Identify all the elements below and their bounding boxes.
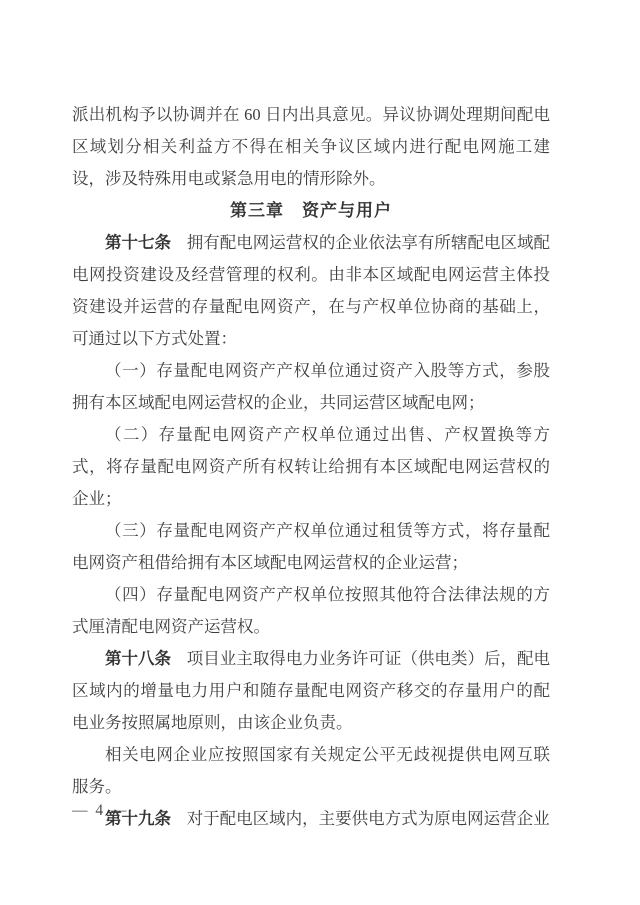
article-18-paragraph-2: 相关电网企业应按照国家有关规定公平无歧视提供电网互联服务。 xyxy=(72,745,550,796)
article-17-item-2: （二）存量配电网资产产权单位通过出售、产权置换等方式，将存量配电网资产所有权转让给拥有本区域配电网运营权的企业； xyxy=(72,425,550,508)
document-body xyxy=(72,99,550,835)
article-19-text: 对于配电区域内，主要供电方式为原电网运营企业 xyxy=(186,809,550,828)
chapter-heading: 第三章 资产与用户 xyxy=(230,201,392,220)
article-17-item-1: （一）存量配电网资产产权单位通过资产入股等方式，参股拥有本区域配电网运营权的企业，共同运营区域配电网； xyxy=(72,361,550,412)
continuation-paragraph: 派出机构予以协调并在 60 日内出具意见。异议协调处理期间配电区域划分相关利益方不得在相关争议区域内进行配电网施工建设，涉及特殊用电或紧急用电的情形除外。 xyxy=(72,105,550,188)
page-number: — 4 — xyxy=(72,802,129,819)
article-17-paragraph xyxy=(72,227,550,355)
article-18-paragraph xyxy=(72,643,550,739)
article-19-label: 第十九条 xyxy=(105,810,171,828)
article-17-item-4: （四）存量配电网资产产权单位按照其他符合法律法规的方式厘清配电网资产运营权。 xyxy=(72,585,550,636)
article-17-text: 拥有配电网运营权的企业依法享有所辖配电区域配电网投资建设及经营管理的权利。由非本区域配电网运营主体投资建设并运营的存量配电网资产，在与产权单位协商的基础上，可通过以下方式处置： xyxy=(72,233,551,348)
article-17-item-3: （三）存量配电网资产产权单位通过租赁等方式，将存量配电网资产租借给拥有本区域配电网运营权的企业运营； xyxy=(72,521,550,572)
article-18-text: 项目业主取得电力业务许可证（供电类）后，配电区域内的增量电力用户和随存量配电网资产移交的存量用户的配电业务按照属地原则，由该企业负责。 xyxy=(72,649,551,732)
article-19-paragraph xyxy=(72,803,550,835)
article-17-label: 第十七条 xyxy=(105,234,172,252)
article-18-label: 第十八条 xyxy=(105,650,172,668)
